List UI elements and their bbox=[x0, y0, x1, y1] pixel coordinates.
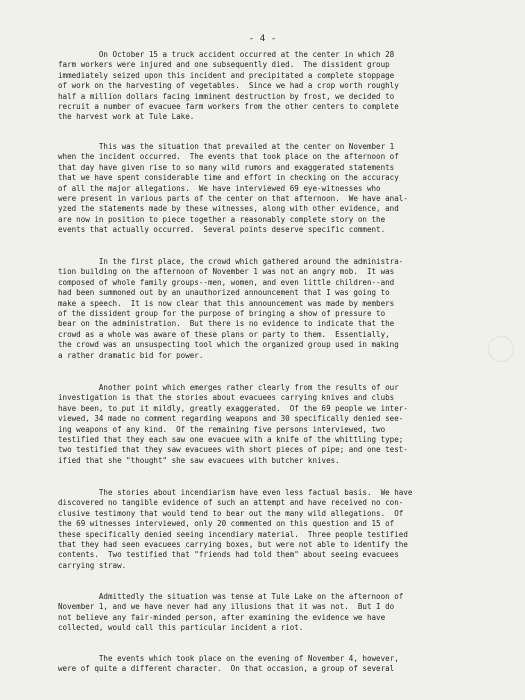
text-line: farm workers were injured and one subsequently died. The dissident group bbox=[58, 60, 390, 70]
text-line: composed of whole family groups--men, women, and even little children--and bbox=[58, 277, 395, 287]
text-line: yzed the statements made by these witnesses, along with other evidence, and bbox=[58, 204, 399, 214]
text-line: crowd as a whole was aware of these plans or party to them. Essentially, bbox=[58, 329, 390, 339]
text-line: when the incident occurred. The events that took place on the afternoon of bbox=[58, 152, 399, 162]
text-line: of work on the harvesting of vegetables. Since we had a crop worth roughly bbox=[58, 81, 399, 91]
text-line: viewed, 34 made no comment regarding weapons and 30 specifically denied see- bbox=[58, 414, 404, 424]
text-line: This was the situation that prevailed at the center on November 1 bbox=[58, 142, 395, 151]
text-line: ified that she "thought" she saw evacuees with butcher knives. bbox=[58, 455, 340, 465]
text-line: carrying straw. bbox=[58, 560, 127, 570]
text-line: tion building on the afternoon of November 1 was not an angry mob. It was bbox=[58, 267, 395, 277]
text-line: investigation is that the stories about evacuees carrying knives and clubs bbox=[58, 393, 395, 403]
text-line: recruit a number of evacuee farm workers from the other centers to complete bbox=[58, 102, 399, 112]
paragraph-7 bbox=[58, 654, 508, 675]
text-line: that day have given rise to so many wild rumors and exaggerated statements bbox=[58, 162, 395, 172]
text-line: testified that they each saw one evacuee with a knife of the whittling type; bbox=[58, 435, 404, 445]
text-line: the 69 witnesses interviewed, only 20 commented on this question and 15 of bbox=[58, 519, 395, 529]
text-line: a rather dramatic bid for power. bbox=[58, 350, 204, 360]
paragraph-3 bbox=[58, 257, 508, 361]
text-line: The events which took place on the evening of November 4, however, bbox=[58, 654, 399, 663]
text-line: ing weapons of any kind. Of the remaining five persons interviewed, two bbox=[58, 424, 386, 434]
text-line: November 1, and we have never had any illusions that it was not. But I do bbox=[58, 602, 395, 612]
text-line: collected, would call this particular incident a riot. bbox=[58, 623, 304, 633]
page-number: - 4 - bbox=[248, 33, 277, 44]
paragraph-5 bbox=[58, 488, 508, 571]
text-line: these specifically denied seeing incendiary material. Three people testified bbox=[58, 529, 408, 539]
text-line: The stories about incendiarism have even less factual basis. We have bbox=[58, 488, 413, 497]
text-line: the harvest work at Tule Lake. bbox=[58, 112, 195, 122]
text-line: half a million dollars facing imminent destruction by frost, we decided to bbox=[58, 91, 395, 101]
text-line: have been, to put it mildly, greatly exaggerated. Of the 69 people we inter- bbox=[58, 403, 408, 413]
text-line: Another point which emerges rather clearly from the results of our bbox=[58, 383, 399, 392]
text-line: of all the major allegations. We have interviewed 69 eye-witnesses who bbox=[58, 183, 381, 193]
text-line: had been summoned out by an unauthorized announcement that I was going to bbox=[58, 288, 390, 298]
text-line: immediately seized upon this incident and precipitated a complete stoppage bbox=[58, 70, 395, 80]
text-line: clusive testimony that would tend to bear out the many wild allegations. Of bbox=[58, 508, 404, 518]
text-line: discovered no tangible evidence of such an attempt and have received no con- bbox=[58, 498, 404, 508]
text-line: are now in position to piece together a reasonably complete story on the bbox=[58, 214, 386, 224]
text-line: were of quite a different character. On that occasion, a group of several bbox=[58, 664, 395, 674]
paragraph-1 bbox=[58, 50, 508, 123]
text-line: the crowd was an unsuspecting tool which the organized group used in making bbox=[58, 340, 399, 350]
text-line: events that actually occurred. Several points deserve specific comment. bbox=[58, 225, 386, 235]
text-line: On October 15 a truck accident occurred at the center in which 28 bbox=[58, 50, 395, 59]
paragraph-4 bbox=[58, 383, 508, 466]
text-line: Admittedly the situation was tense at Tule Lake on the afternoon of bbox=[58, 592, 404, 601]
text-line: two testified that they saw evacuees with short pieces of pipe; and one test- bbox=[58, 445, 408, 455]
faded-stamp-mark bbox=[488, 336, 514, 362]
text-line: not believe any fair-minded person, after examining the evidence we have bbox=[58, 612, 386, 622]
text-line: bear on the administration. But there is no evidence to indicate that the bbox=[58, 319, 395, 329]
text-line: make a speech. It is now clear that this announcement was made by members bbox=[58, 298, 395, 308]
text-line: were present in various parts of the center on that afternoon. We have anal- bbox=[58, 194, 408, 204]
text-line: of the dissident group for the purpose of bringing a show of pressure to bbox=[58, 309, 386, 319]
paragraph-6 bbox=[58, 592, 508, 634]
text-line: In the first place, the crowd which gathered around the administra- bbox=[58, 257, 404, 266]
text-line: contents. Two testified that "friends had told them" about seeing evacuees bbox=[58, 550, 399, 560]
paragraph-2 bbox=[58, 142, 508, 236]
text-line: that we have spent considerable time and effort in checking on the accuracy bbox=[58, 173, 399, 183]
text-line: that they had seen evacuees carrying boxes, but were not able to identify the bbox=[58, 540, 408, 550]
